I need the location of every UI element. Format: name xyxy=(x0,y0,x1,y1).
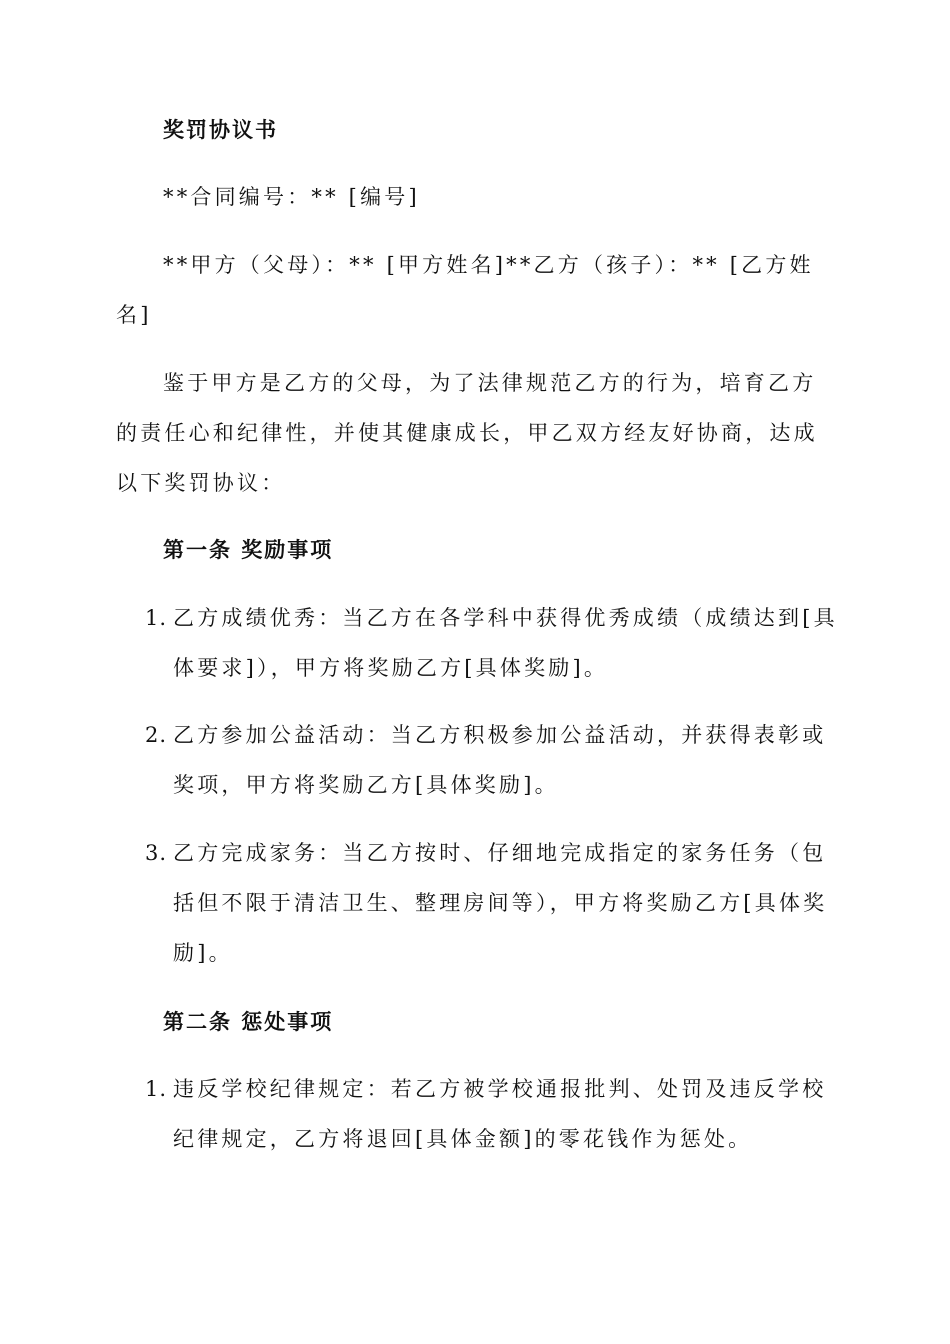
list-item-number: 1. xyxy=(145,1077,168,1101)
section-heading-rewards: 第一条 奖励事项 xyxy=(163,538,334,562)
list-item xyxy=(145,593,845,693)
preamble-paragraph: 鉴于甲方是乙方的父母，为了法律规范乙方的行为，培育乙方的责任心和纪律性，并使其健康成长，甲乙双方经友好协商，达成以下奖罚协议： xyxy=(116,371,818,495)
list-item xyxy=(145,1064,845,1164)
list-item-number: 3. xyxy=(145,841,168,865)
list-item-text: 乙方成绩优秀：当乙方在各学科中获得优秀成绩（成绩达到[具体要求]），甲方将奖励乙方[具体奖励]。 xyxy=(173,606,838,680)
list-item-text: 乙方参加公益活动：当乙方积极参加公益活动，并获得表彰或奖项，甲方将奖励乙方[具体奖励]。 xyxy=(173,723,827,797)
list-item xyxy=(145,828,845,978)
section-heading-penalties: 第二条 惩处事项 xyxy=(163,1010,334,1034)
parties-line: **甲方（父母）：** [甲方姓名]**乙方（孩子）：** [乙方姓名] xyxy=(116,253,814,327)
list-item-number: 1. xyxy=(145,606,168,630)
list-item-text: 乙方完成家务：当乙方按时、仔细地完成指定的家务任务（包括但不限于清洁卫生、整理房间等），甲方将奖励乙方[具体奖励]。 xyxy=(173,841,828,965)
contract-number: **合同编号：** [编号] xyxy=(163,185,420,209)
list-item-text: 违反学校纪律规定：若乙方被学校通报批判、处罚及违反学校纪律规定，乙方将退回[具体金额]的零花钱作为惩处。 xyxy=(173,1077,827,1151)
list-item xyxy=(145,710,845,810)
list-item-number: 2. xyxy=(145,723,168,747)
document-title: 奖罚协议书 xyxy=(163,118,278,142)
